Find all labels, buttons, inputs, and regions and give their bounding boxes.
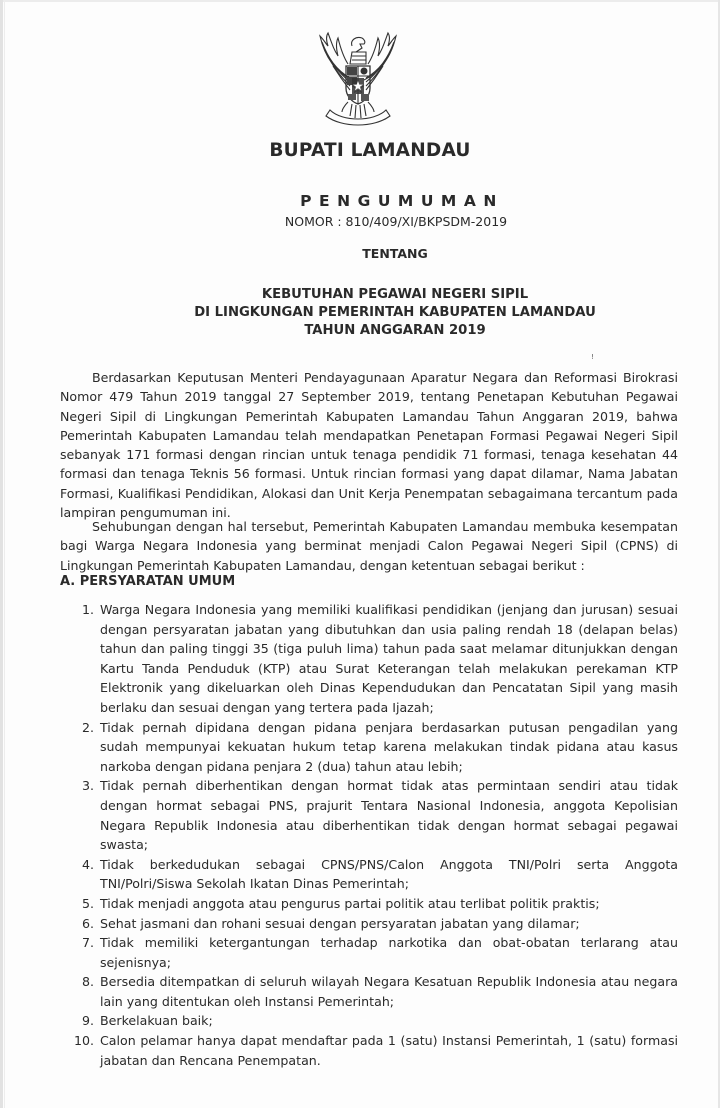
list-item [60,718,678,777]
item-text: Tidak pernah dipidana dengan pidana penjara berdasarkan putusan pengadilan yang sudah mempunyai kekuatan hukum tetap karena melakukan tindak pidana atau kasus narkoba dengan pidana penjara 2 (dua) tahun atau lebih; [100,719,678,774]
item-number: 6. [81,915,94,931]
scan-edge-left-inner [4,0,5,1108]
list-item [60,855,678,894]
item-number: 8. [81,974,94,990]
scan-edge-left [0,0,3,1108]
about-label: TENTANG [362,246,428,261]
issuer-title: BUPATI LAMANDAU [269,140,471,161]
item-text: Tidak pernah diberhentikan dengan hormat tidak atas permintaan sendiri atau tidak dengan hormat sebagai PNS, prajurit Tentara Nasional Indonesia, anggota Kepolisian Negara Republik Indonesia atau diberhentikan tidak dengan hormat sebagai pegawai swasta; [100,778,678,853]
list-item [60,972,678,1011]
item-text: Bersedia ditempatkan di seluruh wilayah Negara Kesatuan Republik Indonesia atau negara lain yang ditentukan oleh Instansi Pemerintah; [100,974,678,1009]
document-number: NOMOR : 810/409/XI/BKPSDM-2019 [284,214,508,229]
list-item [60,1031,678,1070]
list-item [60,1011,678,1031]
subject-title-line-2: DI LINGKUNGAN PEMERINTAH KABUPATEN LAMANDAU [194,305,596,320]
item-number: 1. [81,602,94,617]
item-text: Tidak memiliki ketergantungan terhadap narkotika dan obat-obatan terlarang atau sejenisnya; [100,935,678,970]
garuda-emblem-icon [312,30,404,132]
item-text: Tidak berkedudukan sebagai CPNS/PNS/Calon Anggota TNI/Polri serta Anggota TNI/Polri/Siswa Sekolah Ikatan Dinas Pemerintah; [100,856,678,892]
item-number: 5. [81,895,94,911]
item-text: Calon pelamar hanya dapat mendaftar pada 1 (satu) Instansi Pemerintah, 1 (satu) formasi jabatan dan Rencana Penempatan. [100,1033,678,1068]
item-number: 7. [81,935,94,951]
list-item [60,894,678,914]
list-item [60,914,678,934]
item-number: 4. [81,856,94,872]
document-type-heading: PENGUMUMAN [300,192,504,210]
item-text: Sehat jasmani dan rohani sesuai dengan persyaratan jabatan yang dilamar; [100,915,580,931]
general-requirements-list [60,600,678,1070]
list-item [60,776,678,854]
opening-paragraph: Sehubungan dengan hal tersebut, Pemerintah Kabupaten Lamandau membuka kesempatan bagi Warga Negara Indonesia yang berminat menjadi Calon Pegawai Negeri Sipil (CPNS) di Lingkungan Pemerintah Kabupaten Lamandau, dengan ketentuan sebagai berikut : [60,519,678,573]
scan-edge-top [0,0,720,2]
section-heading-general-requirements: A. PERSYARATAN UMUM [60,574,236,589]
item-number: 9. [81,1013,94,1029]
item-number: 3. [81,778,94,794]
list-item [60,933,678,972]
stray-mark: ! [591,353,594,361]
item-text: Berkelakuan baik; [100,1013,213,1029]
item-text: Warga Negara Indonesia yang memiliki kualifikasi pendidikan (jenjang dan jurusan) sesuai dengan persyaratan jabatan yang dibutuhkan dan usia paling rendah 18 (delapan belas) tahun dan paling tinggi 35 (tiga puluh lima) tahun pada saat melamar ditunjukkan dengan Kartu Tanda Penduduk (KTP) atau Surat Keterangan telah melakukan perekaman KTP Elektronik yang dikeluarkan oleh Dinas Kependudukan dan Pencatatan Sipil yang masih berlaku dan sesuai dengan yang tertera pada Ijazah; [100,602,678,715]
subject-title-line-1: KEBUTUHAN PEGAWAI NEGERI SIPIL [261,287,529,302]
item-text: Tidak menjadi anggota atau pengurus partai politik atau terlibat politik praktis; [100,895,600,911]
intro-paragraph: Berdasarkan Keputusan Menteri Pendayagunaan Aparatur Negara dan Reformasi Birokrasi Nomor 479 Tahun 2019 tanggal 27 September 2019, tentang Penetapan Kebutuhan Pegawai Negeri Sipil di Lingkungan Pemerintah Kabupaten Lamandau Tahun Anggaran 2019, bahwa Pemerintah Kabupaten Lamandau telah mendapatkan Penetapan Formasi Pegawai Negeri Sipil sebanyak 171 formasi dengan rincian untuk tenaga pendidik 71 formasi, tenaga kesehatan 44 formasi dan tenaga Teknis 56 formasi. Untuk rincian formasi yang dapat dilamar, Nama Jabatan Formasi, Kualifikasi Pendidikan, Alokasi dan Unit Kerja Penempatan sebagaimana tercantum pada lampiran pengumuman ini. [60,370,678,521]
item-number: 2. [81,719,94,735]
item-number: 10. [73,1033,94,1049]
subject-title-line-3: TAHUN ANGGARAN 2019 [304,323,486,338]
list-item [60,600,678,718]
